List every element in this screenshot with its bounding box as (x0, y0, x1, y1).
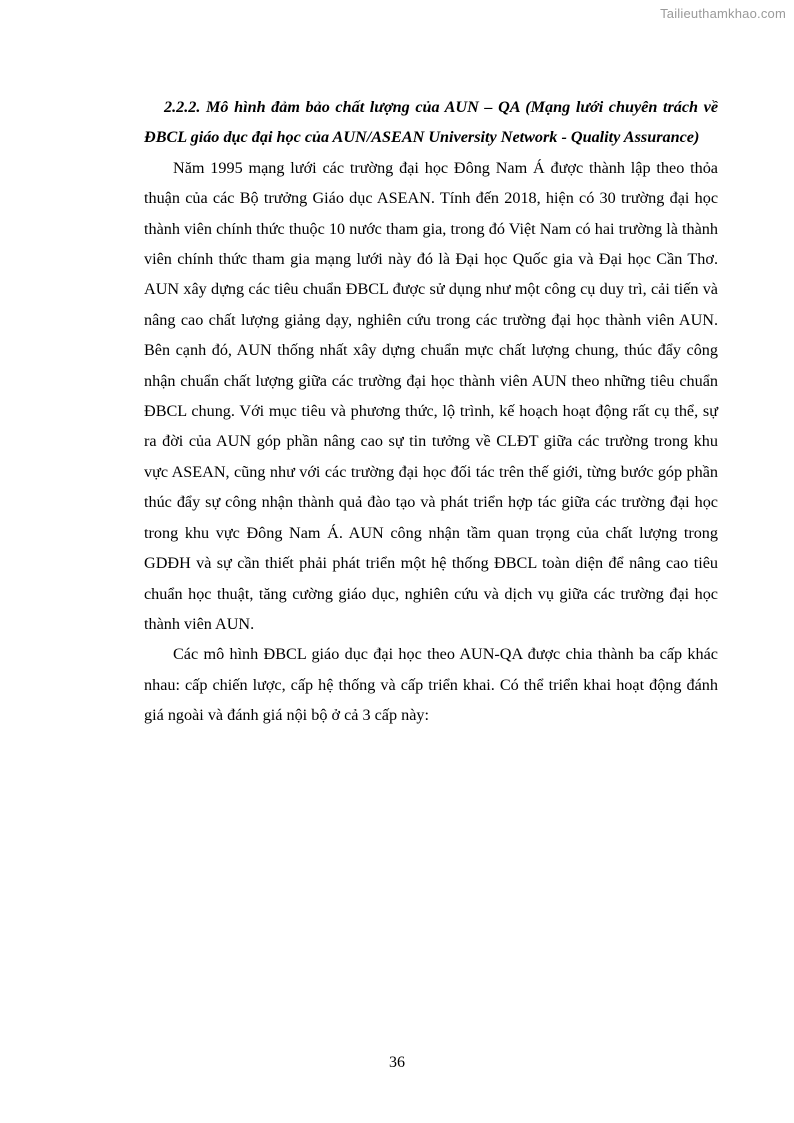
paragraph-aun-qa-levels: Các mô hình ĐBCL giáo dục đại học theo AUN-QA được chia thành ba cấp khác nhau: cấp chiến lược, cấp hệ thống và cấp triển khai. Có thể triển khai hoạt động đánh giá ngoài và đánh giá nội bộ ở cả 3 cấp này: (144, 645, 718, 725)
watermark-text: Tailieuthamkhao.com (660, 6, 786, 21)
document-body (144, 92, 718, 731)
section-heading: 2.2.2. Mô hình đảm bảo chất lượng của AUN – QA (Mạng lưới chuyên trách về ĐBCL giáo dục đại học của AUN/ASEAN University Network - Quality Assurance) (144, 98, 718, 147)
paragraph-aun-history: Năm 1995 mạng lưới các trường đại học Đông Nam Á được thành lập theo thỏa thuận của các Bộ trưởng Giáo dục ASEAN. Tính đến 2018, hiện có 30 trường đại học thành viên chính thức thuộc 10 nước tham gia, trong đó Việt Nam có hai trường là thành viên chính thức tham gia mạng lưới này đó là Đại học Quốc gia và Đại học Cần Thơ. AUN xây dựng các tiêu chuẩn ĐBCL được sử dụng như một công cụ duy trì, cải tiến và nâng cao chất lượng giảng dạy, nghiên cứu trong các trường đại học thành viên AUN. Bên cạnh đó, AUN thống nhất xây dựng chuẩn mực chất lượng chung, thúc đẩy công nhận chuẩn chất lượng giữa các trường đại học thành viên AUN theo những tiêu chuẩn ĐBCL chung. Với mục tiêu và phương thức, lộ trình, kế hoạch hoạt động rất cụ thể, sự ra đời của AUN góp phần nâng cao sự tin tưởng về CLĐT giữa các trường trong khu vực ASEAN, cũng như với các trường đại học đối tác trên thế giới, từng bước góp phần thúc đẩy sự công nhận thành quả đào tạo và phát triển hợp tác giữa các trường đại học trong khu vực Đông Nam Á. AUN công nhận tầm quan trọng của chất lượng trong GDĐH và sự cần thiết phải phát triển một hệ thống ĐBCL toàn diện để nâng cao tiêu chuẩn học thuật, tăng cường giáo dục, nghiên cứu và dịch vụ giữa các trường đại học thành viên AUN. (144, 158, 718, 633)
page-number: 36 (389, 1054, 405, 1071)
